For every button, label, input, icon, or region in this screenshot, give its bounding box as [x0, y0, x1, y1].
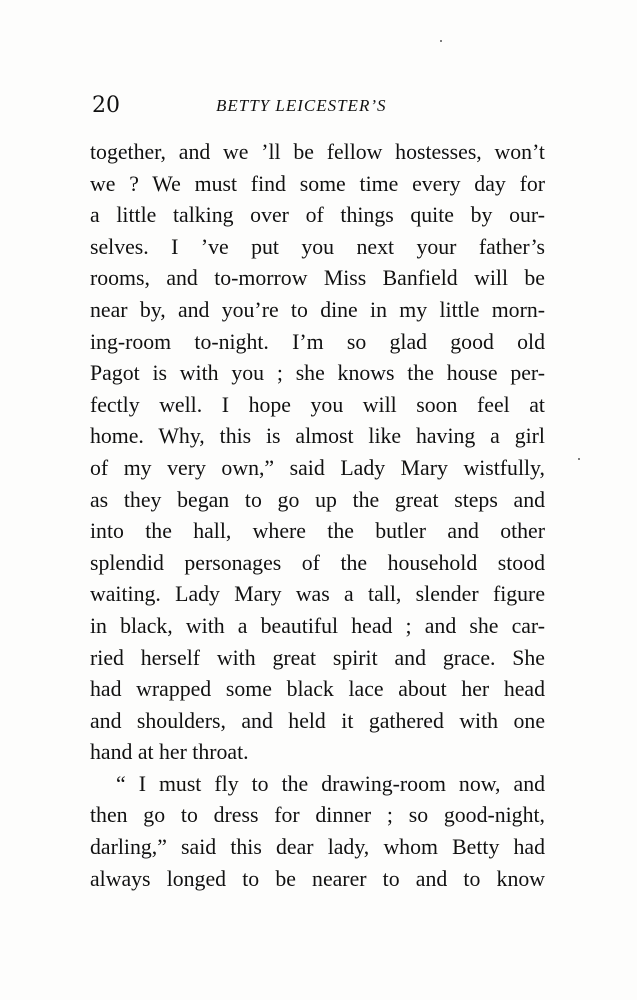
text-line: we ? We must find some time every day for [90, 171, 545, 196]
text-line: hand at her throat. [90, 740, 249, 765]
paper-speck [440, 40, 442, 42]
text-line: rooms, and to-morrow Miss Banfield will be [90, 266, 545, 291]
text-line: then go to dress for dinner ; so good-night, [90, 803, 545, 828]
page-number: 20 [92, 93, 120, 118]
text-line: as they began to go up the great steps and [90, 487, 545, 512]
text-line: and shoulders, and held it gathered with one [90, 708, 545, 733]
text-line: fectly well. I hope you will soon feel at [90, 392, 545, 417]
text-line: into the hall, where the butler and other [90, 519, 545, 544]
text-line: darling,” said this dear lady, whom Betty had [90, 835, 545, 860]
text-line: ried herself with great spirit and grace. She [90, 645, 545, 670]
text-line: selves. I ’ve put you next your father’s [90, 234, 545, 259]
text-line: in black, with a beautiful head ; and she car- [90, 613, 545, 638]
text-line: had wrapped some black lace about her head [90, 677, 545, 702]
text-line: a little talking over of things quite by our- [90, 203, 545, 228]
text-line: always longed to be nearer to and to know [90, 866, 545, 891]
body-text [90, 137, 545, 895]
text-line: ing-room to-night. I’m so glad good old [90, 329, 545, 354]
text-line: “ I must fly to the drawing-room now, and [116, 771, 545, 796]
text-line: waiting. Lady Mary was a tall, slender figure [90, 582, 545, 607]
text-line: Pagot is with you ; she knows the house per- [90, 361, 545, 386]
text-line: together, and we ’ll be fellow hostesses, won’t [90, 140, 545, 164]
text-line: home. Why, this is almost like having a girl [90, 424, 545, 449]
text-line: near by, and you’re to dine in my little morn- [90, 297, 545, 322]
text-line: splendid personages of the household stood [90, 550, 545, 575]
running-title: BETTY LEICESTER’S [216, 96, 387, 115]
text-line: of my very own,” said Lady Mary wistfully, [90, 455, 545, 480]
paper-speck [578, 458, 580, 460]
